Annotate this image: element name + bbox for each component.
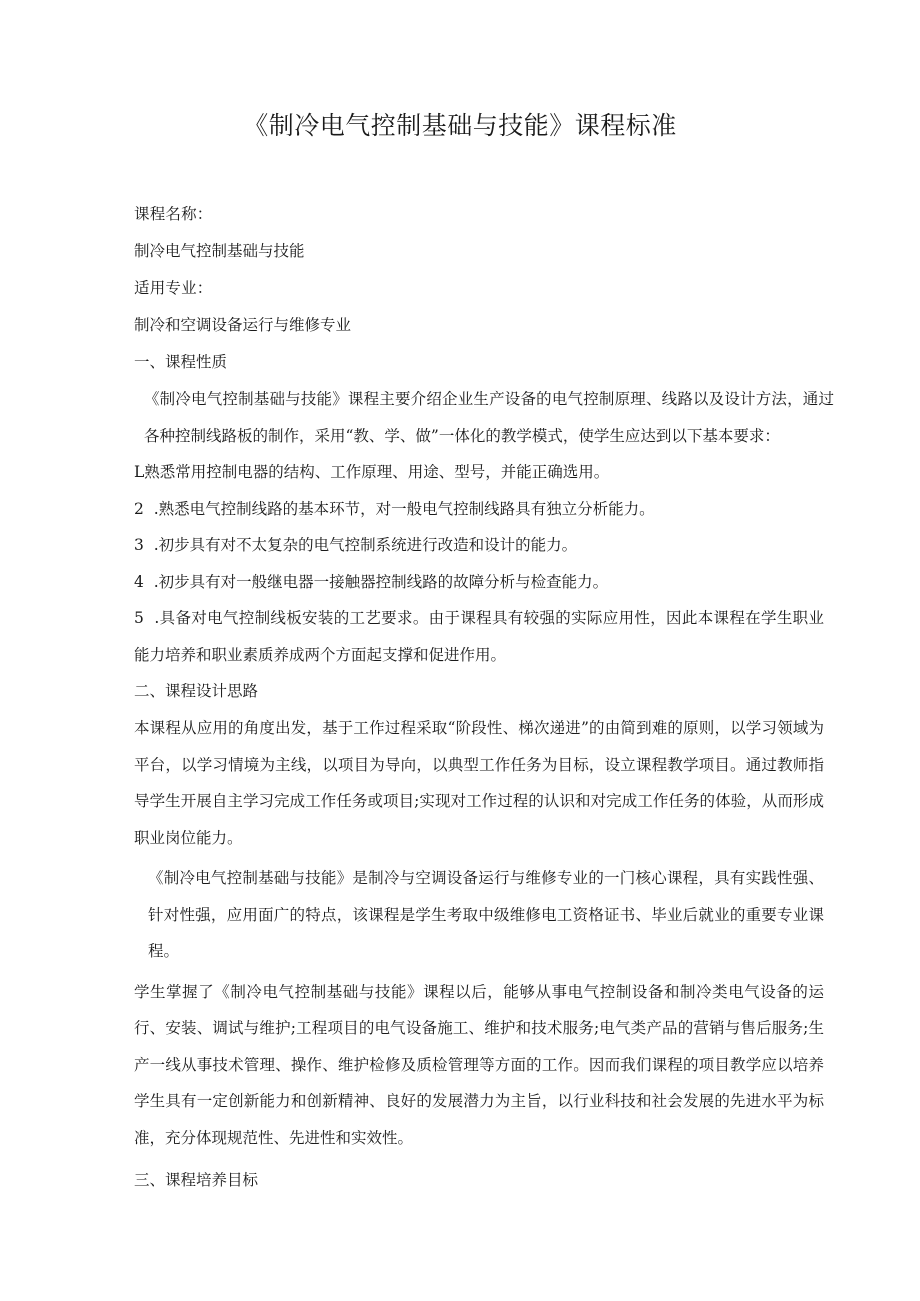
design-paragraph-3: 学生掌握了《制冷电气控制基础与技能》课程以后，能够从事电气控制设备和制冷类电气设备的运行、安装、调试与维护;工程项目的电气设备施工、维护和技术服务;电气类产品的营销与售后服务;生产一线从事技术管理、操作、维护检修及质检管理等方面的工作。因而我们课程的项目教学应以培养学生具有一定创新能力和创新精神、良好的发展潜力为主旨，以行业科技和社会发展的先进水平为标准，充分体现规范性、先进性和实效性。: [134, 982, 824, 1147]
major-label: 适用专业：: [134, 279, 213, 297]
section-nature-intro-text: 《制冷电气控制基础与技能》课程主要介绍企业生产设备的电气控制原理、线路以及设计方法，通过各种控制线路板的制作，采用“教、学、做”一体化的教学模式，使学生应达到以下基本要求：: [144, 390, 834, 445]
section-heading-design: 二、课程设计思路: [134, 682, 259, 700]
major-value: 制冷和空调设备运行与维修专业: [134, 316, 352, 334]
requirement-item-4: 4 .初步具有对一般继电器一接触器控制线路的故障分析与检查能力。: [134, 572, 609, 591]
course-name-value: 制冷电气控制基础与技能: [134, 242, 305, 260]
document-body: [134, 196, 834, 1199]
design-paragraph-1: 本课程从应用的角度出发，基于工作过程采取“阶段性、梯次递进”的由简到难的原则，以学习领域为平台，以学习情境为主线，以项目为导向，以典型工作任务为目标，设立课程教学项目。通过教师指导学生开展自主学习完成工作任务或项目;实现对工作过程的认识和对完成工作任务的体验，从而形成职业岗位能力。: [134, 719, 824, 847]
document-title: 《制冷电气控制基础与技能》课程标准: [243, 111, 677, 140]
section-nature-intro: [0, 381, 834, 454]
requirement-item-2: 2 .熟悉电气控制线路的基本环节，对一般电气控制线路具有独立分析能力。: [134, 499, 655, 518]
requirement-item-1: L熟悉常用控制电器的结构、工作原理、用途、型号，并能正确选用。: [134, 463, 610, 481]
section-heading-nature: 一、课程性质: [134, 353, 228, 371]
requirement-item-5: 5 .具备对电气控制线板安装的工艺要求。由于课程具有较强的实际应用性，因此本课程在学生职业能力培养和职业素质养成两个方面起支撑和促进作用。: [134, 609, 824, 664]
section-heading-objectives: 三、课程培养目标: [134, 1171, 259, 1189]
course-name-label: 课程名称：: [134, 205, 213, 223]
design-paragraph-2: 《制冷电气控制基础与技能》是制冷与空调设备运行与维修专业的一门核心课程，具有实践性强、针对性强，应用面广的特点，该课程是学生考取中级维修电工资格证书、毕业后就业的重要专业课程。: [148, 869, 824, 960]
requirement-item-3: 3 .初步具有对不太复杂的电气控制系统进行改造和设计的能力。: [134, 536, 578, 554]
